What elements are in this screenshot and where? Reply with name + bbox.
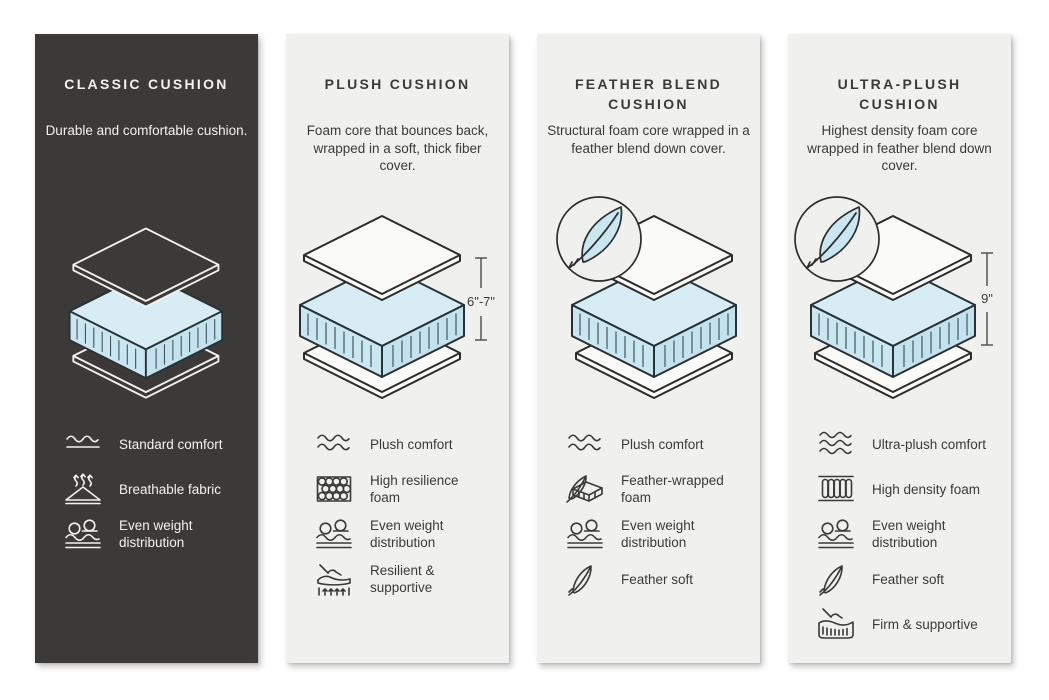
cushion-layers-illustration bbox=[285, 194, 510, 424]
card-title: PLUSH CUSHION bbox=[324, 76, 471, 92]
feature-row bbox=[816, 606, 1011, 642]
card-classic-cushion bbox=[35, 34, 258, 663]
firm-supportive-icon bbox=[816, 607, 856, 641]
card-description: Structural foam core wrapped in a feather blend down cover. bbox=[547, 123, 750, 156]
feather-badge-icon bbox=[795, 197, 879, 281]
wave-triple-icon bbox=[816, 427, 856, 461]
feature-row bbox=[565, 471, 760, 507]
even-weight-icon bbox=[63, 517, 103, 551]
feature-row bbox=[63, 426, 258, 462]
feature-label: Plush comfort bbox=[621, 436, 704, 452]
cushion-layers-illustration bbox=[34, 194, 259, 424]
even-weight-icon bbox=[565, 517, 605, 551]
feature-row bbox=[816, 426, 1011, 462]
feature-row bbox=[816, 561, 1011, 597]
feature-label: Firm & supportive bbox=[872, 616, 978, 632]
exploded-cushion-icon bbox=[285, 194, 510, 424]
card-description: Foam core that bounces back, wrapped in a soft, thick fiber cover. bbox=[306, 123, 489, 173]
card-row bbox=[35, 34, 1011, 663]
feature-row bbox=[63, 471, 258, 507]
card-plush-cushion bbox=[286, 34, 509, 663]
card-description: Durable and comfortable cushion. bbox=[45, 123, 248, 138]
even-weight-icon bbox=[314, 517, 354, 551]
dimension-label: 6"-7" bbox=[466, 294, 496, 309]
feature-row bbox=[314, 561, 509, 597]
high-density-foam-icon bbox=[816, 472, 856, 506]
even-weight-icon bbox=[816, 517, 856, 551]
feature-row bbox=[314, 426, 509, 462]
feature-label: Even weight distribution bbox=[119, 518, 193, 550]
feather-soft-icon bbox=[565, 562, 605, 596]
feature-row bbox=[816, 471, 1011, 507]
exploded-cushion-icon bbox=[536, 194, 761, 424]
honeycomb-foam-icon bbox=[314, 472, 354, 506]
feather-wrapped-foam-icon bbox=[565, 472, 605, 506]
feature-label: High density foam bbox=[872, 481, 981, 497]
card-ultra-plush-cushion bbox=[788, 34, 1011, 663]
exploded-cushion-icon bbox=[787, 194, 1012, 424]
feature-list bbox=[788, 426, 1011, 651]
feature-row bbox=[565, 426, 760, 462]
feature-row bbox=[314, 471, 509, 507]
dimension-marker bbox=[467, 258, 495, 340]
breathable-icon bbox=[63, 472, 103, 506]
feature-list bbox=[35, 426, 258, 561]
wave-double-icon bbox=[314, 427, 354, 461]
feature-row bbox=[565, 516, 760, 552]
dimension-label: 9" bbox=[981, 291, 993, 306]
feature-label: High resilience foam bbox=[370, 473, 459, 505]
feature-label: Breathable fabric bbox=[119, 481, 222, 497]
card-description: Highest density foam core wrapped in feather blend down cover. bbox=[807, 123, 992, 173]
card-title: CLASSIC CUSHION bbox=[64, 76, 229, 92]
cushion-layers-illustration bbox=[787, 194, 1012, 424]
exploded-cushion-icon bbox=[34, 194, 259, 424]
card-feather-blend-cushion bbox=[537, 34, 760, 663]
feather-soft-icon bbox=[816, 562, 856, 596]
feature-label: Plush comfort bbox=[370, 436, 453, 452]
feature-list bbox=[537, 426, 760, 606]
resilient-supportive-icon bbox=[314, 562, 354, 596]
wave-single-icon bbox=[63, 427, 103, 461]
feature-label: Even weight distribution bbox=[621, 518, 695, 550]
feature-label: Even weight distribution bbox=[872, 518, 946, 550]
feature-label: Feather-wrapped foam bbox=[621, 473, 724, 505]
feature-label: Even weight distribution bbox=[370, 518, 444, 550]
feature-row bbox=[63, 516, 258, 552]
feature-row bbox=[565, 561, 760, 597]
feature-label: Standard comfort bbox=[119, 436, 223, 452]
cushion-layers-illustration bbox=[536, 194, 761, 424]
feature-label: Feather soft bbox=[621, 571, 694, 587]
feature-list bbox=[286, 426, 509, 606]
feather-badge-icon bbox=[557, 197, 641, 281]
card-title: ULTRA-PLUSH CUSHION bbox=[837, 76, 962, 112]
wave-double-icon bbox=[565, 427, 605, 461]
dimension-marker bbox=[981, 253, 993, 345]
feature-row bbox=[314, 516, 509, 552]
feature-label: Feather soft bbox=[872, 571, 945, 587]
feature-row bbox=[816, 516, 1011, 552]
feature-label: Ultra-plush comfort bbox=[872, 436, 987, 452]
card-title: FEATHER BLEND CUSHION bbox=[574, 76, 723, 112]
feature-label: Resilient & supportive bbox=[370, 563, 435, 595]
